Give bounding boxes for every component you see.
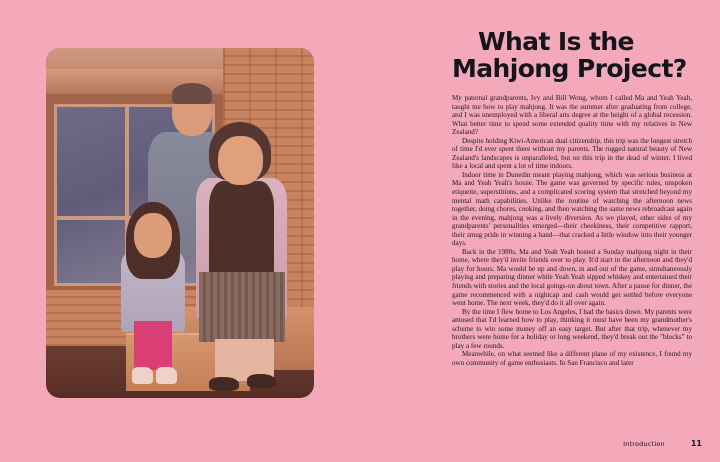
- page-title-line-2: Mahjong Project?: [452, 54, 687, 83]
- photo-child-head: [134, 213, 172, 259]
- page-title: [452, 28, 692, 82]
- photo-grandfather-hair: [172, 83, 212, 104]
- paragraph-2: Despite holding Kiwi-American dual citizenship, this trip was the longest stretch of time I'd ever spent there without my parents. The rugged natural beauty of New Zealand's landscapes is unparalleled, but on this trip in the dead of winter, I lived like a local and spent a lot of time indoors.: [452, 136, 692, 171]
- page-number: 11: [690, 439, 702, 448]
- photo-grandmother-shoe-left: [209, 377, 238, 391]
- photo-grandmother-shoe-right: [247, 374, 276, 388]
- page-title-line-1: What Is the: [478, 27, 634, 56]
- photo-image: [46, 48, 314, 398]
- photo-child-shoe-left: [132, 367, 153, 385]
- page-footer: [452, 439, 702, 448]
- photo-child-pants: [134, 321, 172, 370]
- body-copy: [452, 94, 692, 368]
- footer-section-label: Introduction: [623, 440, 665, 448]
- photo-grandmother-head: [218, 136, 264, 185]
- family-photograph: [46, 48, 314, 398]
- photo-child-shoe-right: [156, 367, 177, 385]
- right-page: [360, 0, 720, 462]
- paragraph-1: My paternal grandparents, Ivy and Bill Wong, whom I called Ma and Yeah Yeah, taught me how to play mahjong. It was the summer after graduating from college, and I was unemployed with a liberal arts degree at the height of a global recession. What better time to spend some extended quality time with my relatives in New Zealand?: [452, 94, 692, 137]
- paragraph-4: Back in the 1980s, Ma and Yeah Yeah hosted a Sunday mahjong night in their home, where they'd invite friends over to play. It'd start in the afternoon and they'd play for hours. Ma would be up and down, in and out of the game, simultaneously playing and preparing dinner while Yeah Yeah sipped whiskey and entertained their friends with stories and the local goings-on about town. After a pause for dinner, the game recommenced with a nightcap and cash would get settled before everyone went home. The next week, they'd do it all over again.: [452, 247, 692, 308]
- paragraph-6: Meanwhile, on what seemed like a different plane of my existence, I found my own community of game enthusiasts. In San Francisco and later: [452, 350, 692, 367]
- paragraph-3: Indoor time in Dunedin meant playing mahjong, which was serious business at Ma and Yeah Yeah's house. The game was governed by specific rules, unspoken etiquette, superstitions, and a complicated scoring system that stretched beyond my mental math capabilities. Unlike the routine of watching the afternoon news together, doing chores, cooking, and then watching the same news rebroadcast again in the evening, mahjong was a lively diversion. As we played, other sides of my grandparents' personalities emerged—their cheekiness, their competitive rapport, their smug pride in winning a hand—that cracked a little window into their younger days.: [452, 170, 692, 248]
- photo-grandmother-skirt: [199, 272, 285, 342]
- paragraph-5: By the time I flew home to Los Angeles, I had the basics down. My parents were amused that I'd learned how to play, thinking it must have been my grandmother's scheme to win some money off an easy target. But after that trip, whenever my brothers were home for a holiday or long weekend, they'd break out the "blocks" to play a few rounds.: [452, 307, 692, 350]
